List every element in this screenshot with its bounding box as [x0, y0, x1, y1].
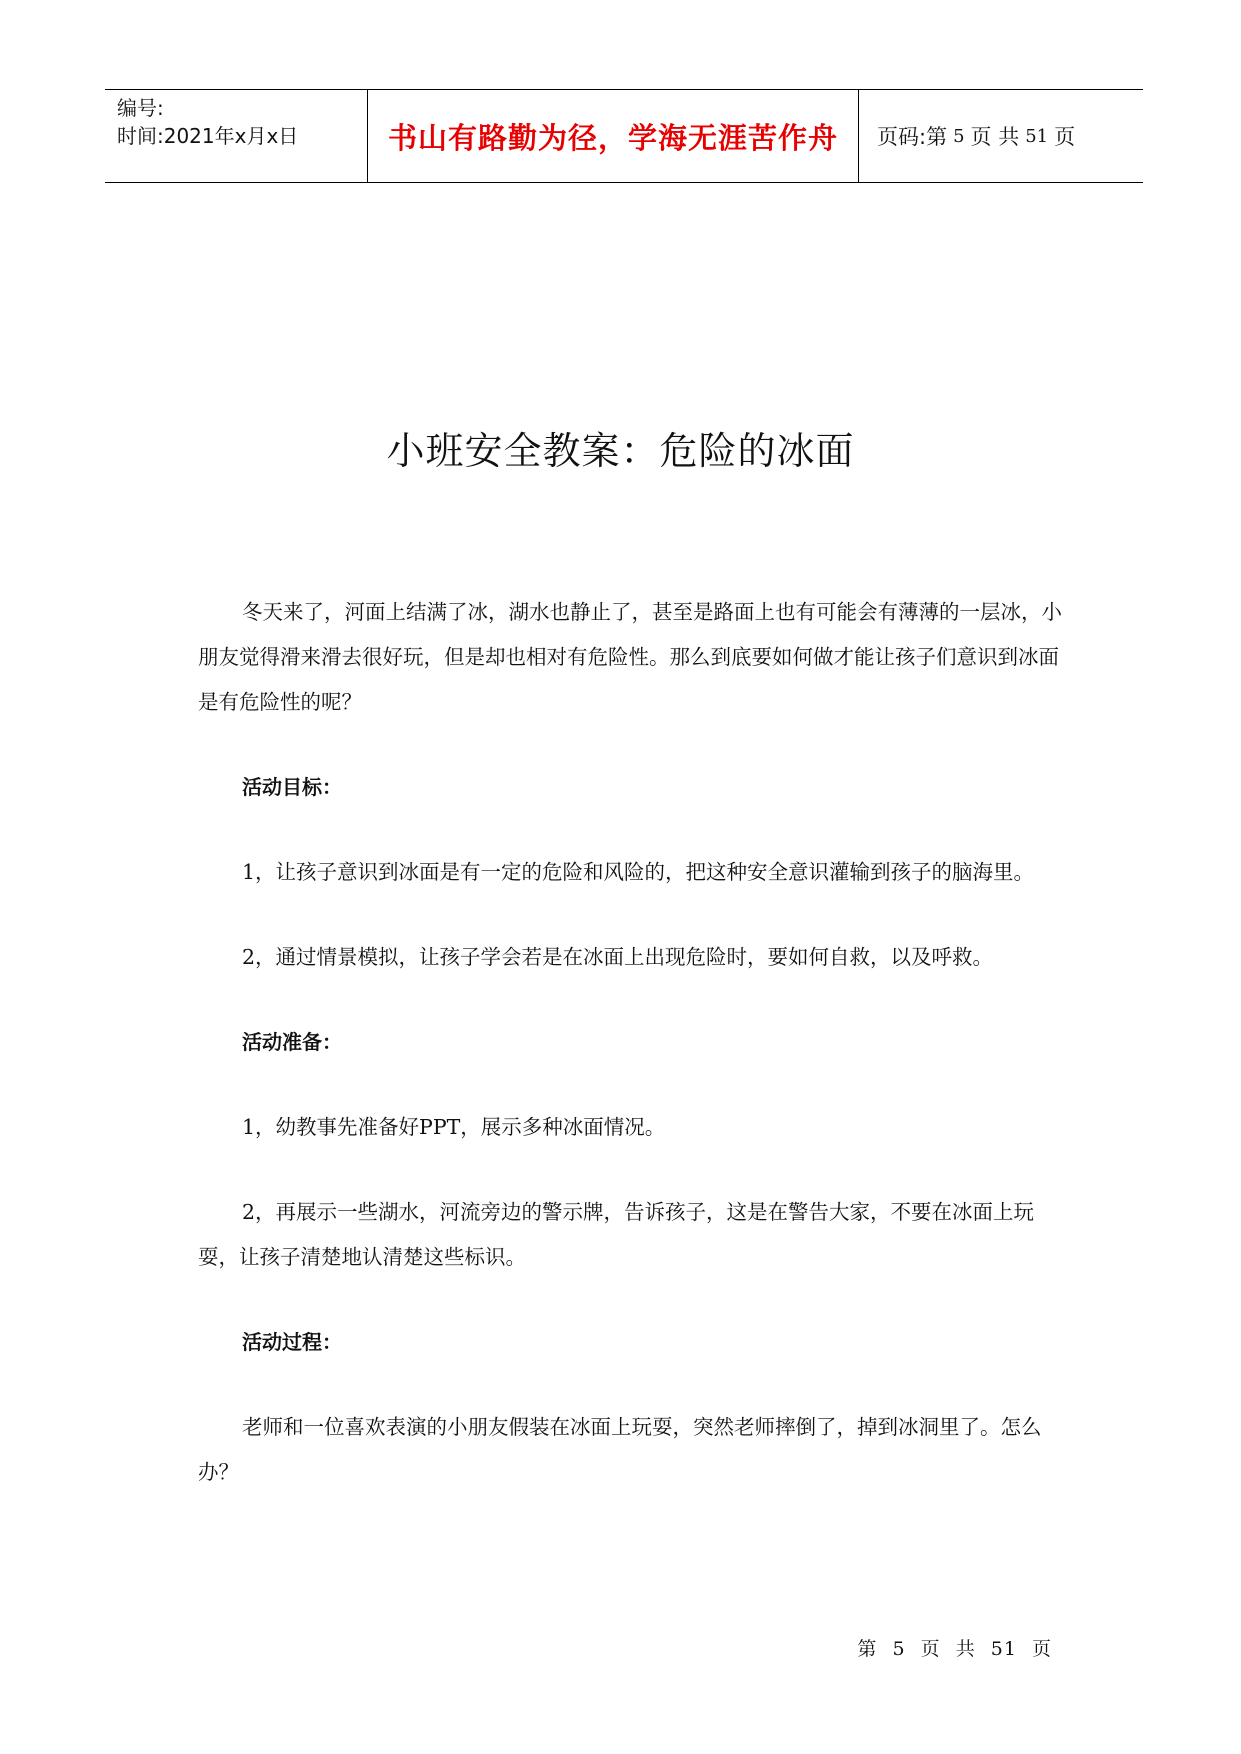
page-prefix: 页码:第	[877, 125, 948, 149]
page-footer	[853, 1634, 1056, 1661]
page-mid: 页 共	[970, 125, 1020, 149]
footer-page-number: 5	[892, 1638, 906, 1660]
footer-word-3: 共	[955, 1638, 976, 1660]
process-heading: 活动过程：	[242, 1330, 342, 1354]
document-title: 小班安全教案：危险的冰面	[386, 429, 855, 473]
goal-item-2: 2，通过情景模拟，让孩子学会若是在冰面上出现危险时，要如何自救，以及呼救。	[242, 945, 994, 969]
serial-label: 编号:	[117, 96, 164, 120]
document-header	[105, 89, 1143, 183]
goal-item-1: 1，让孩子意识到冰面是有一定的危险和风险的，把这种安全意识灌输到孩子的脑海里。	[242, 860, 1035, 884]
footer-word-2: 页	[920, 1638, 941, 1660]
prep-heading: 活动准备：	[242, 1030, 342, 1054]
footer-page-total: 51	[990, 1638, 1017, 1660]
intro-paragraph: 冬天来了，河面上结满了冰，湖水也静止了，甚至是路面上也有可能会有薄薄的一层冰，小朋友觉得滑来滑去很好玩，但是却也相对有危险性。那么到底要如何做才能让孩子们意识到冰面是有危险性的呢？	[198, 600, 1062, 714]
date-label: 时间:2021年x月x日	[117, 124, 299, 148]
document-body	[198, 590, 1073, 1495]
footer-word-4: 页	[1031, 1638, 1052, 1660]
goals-heading: 活动目标：	[242, 775, 342, 799]
header-page-total: 51	[1025, 125, 1049, 147]
header-page-number: 5	[953, 125, 965, 147]
header-motto: 书山有路勤为径，学海无涯苦作舟	[368, 90, 859, 182]
header-meta-cell	[105, 90, 368, 182]
prep-item-1: 1，幼教事先准备好PPT，展示多种冰面情况。	[242, 1115, 666, 1139]
process-item-1: 老师和一位喜欢表演的小朋友假装在冰面上玩耍，突然老师摔倒了，掉到冰洞里了。怎么办？	[198, 1415, 1042, 1484]
prep-item-2: 2，再展示一些湖水，河流旁边的警示牌，告诉孩子，这是在警告大家，不要在冰面上玩耍，让孩子清楚地认清楚这些标识。	[198, 1200, 1035, 1269]
page-suffix: 页	[1054, 125, 1076, 149]
footer-word-1: 第	[857, 1638, 878, 1660]
header-page-info	[859, 90, 1143, 182]
